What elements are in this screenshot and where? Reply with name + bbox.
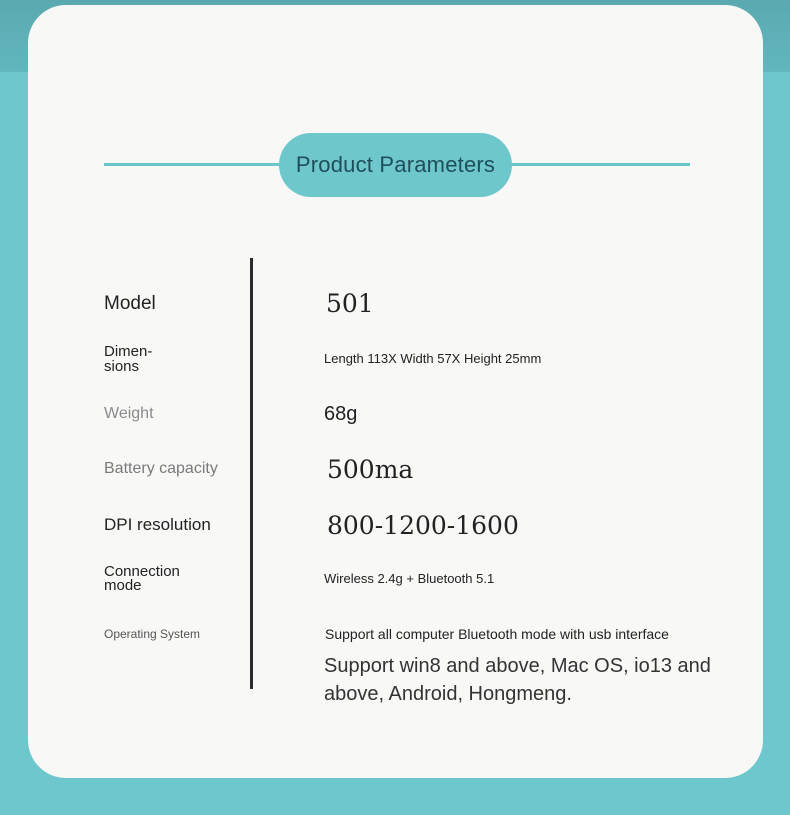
battery-value: 500ma (327, 455, 414, 484)
connection-value: Wireless 2.4g + Bluetooth 5.1 (324, 571, 495, 586)
title-line-left (104, 163, 284, 166)
column-divider (250, 258, 253, 689)
dpi-label: DPI resolution (104, 515, 211, 534)
os-value-line2: Support win8 and above, Mac OS, io13 and above, Android, Hongmeng. (324, 655, 711, 705)
model-value: 501 (326, 289, 374, 318)
weight-value: 68g (324, 403, 358, 425)
os-label: Operating System (104, 627, 201, 641)
battery-label: Battery capacity (104, 460, 218, 477)
dimensions-value: Length 113X Width 57X Height 25mm (324, 351, 542, 366)
dpi-value: 800-1200-1600 (327, 511, 519, 540)
weight-label: Weight (104, 405, 154, 422)
os-value-line1: Support all computer Bluetooth mode with usb interface (325, 626, 669, 642)
title-pill (279, 133, 512, 197)
dimensions-label: Dimen- sions (104, 343, 153, 375)
model-label: Model (104, 293, 156, 314)
connection-label: Connection mode (104, 563, 180, 594)
page-title: Product Parameters (295, 152, 496, 177)
title-line-right (508, 163, 690, 166)
